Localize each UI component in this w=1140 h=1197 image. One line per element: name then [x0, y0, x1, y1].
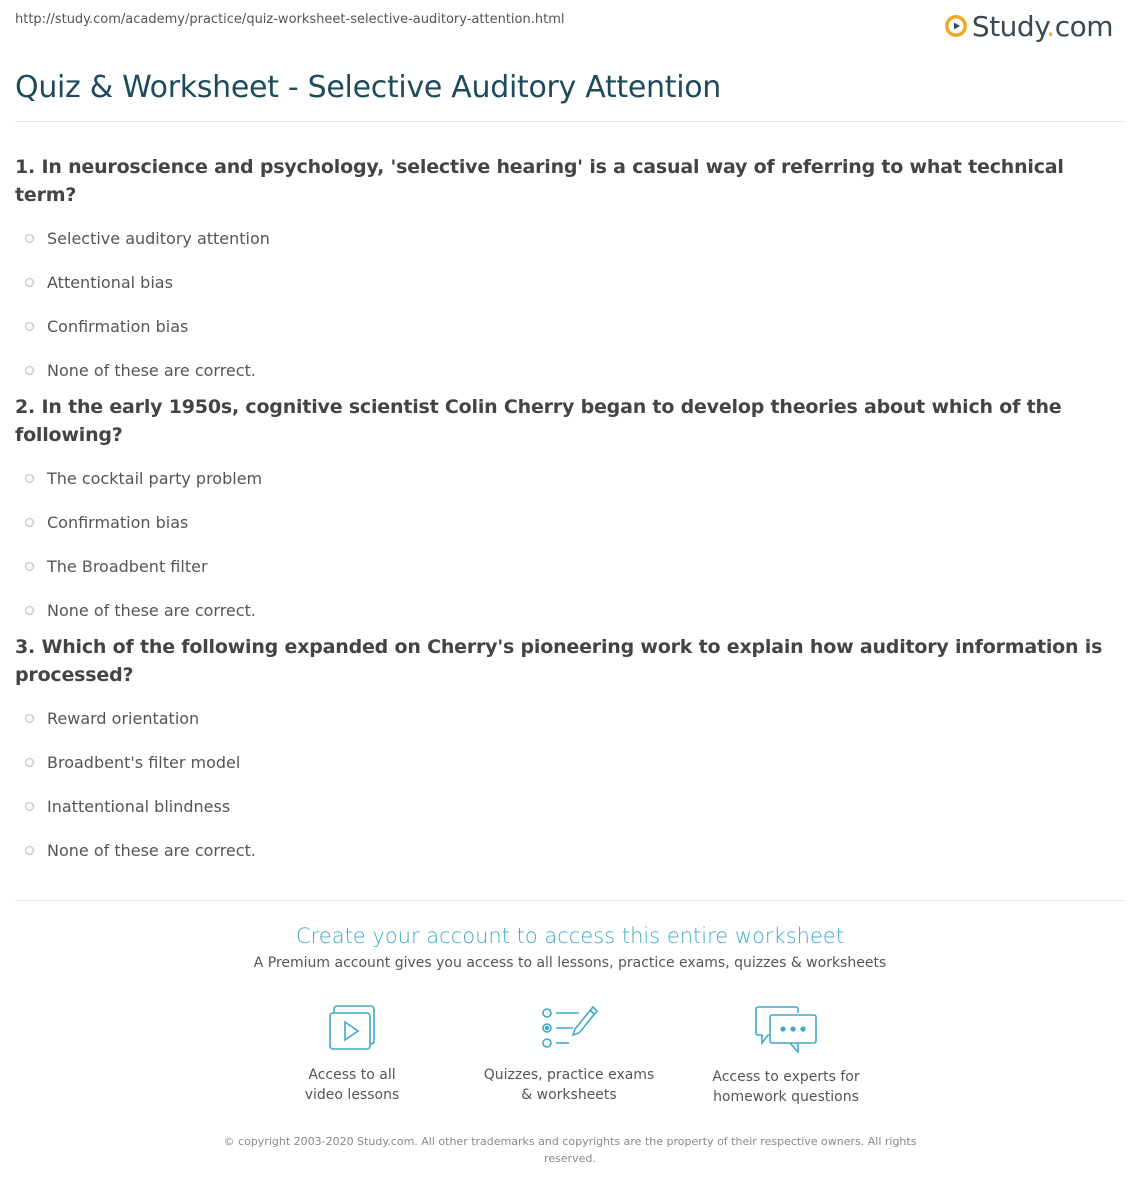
radio-button[interactable] [25, 846, 34, 855]
question-2 [15, 393, 1115, 620]
answer-label: Selective auditory attention [47, 229, 270, 248]
answer-label: The cocktail party problem [47, 469, 263, 488]
video-lessons-icon [324, 1003, 380, 1053]
question-3 [15, 633, 1115, 860]
answer-label: Confirmation bias [47, 513, 189, 532]
feature-experts [686, 1003, 886, 1107]
answer-label: Reward orientation [47, 709, 200, 728]
quiz-checklist-icon [539, 1003, 599, 1053]
top-bar [15, 0, 1125, 56]
answer-label: Attentional bias [47, 273, 173, 292]
radio-button[interactable] [25, 518, 34, 527]
feature-label-line: Access to experts for [712, 1069, 860, 1085]
answer-label: Confirmation bias [47, 317, 189, 336]
feature-label [252, 1065, 452, 1105]
answer-label: Inattentional blindness [47, 797, 231, 816]
cta-subheading: A Premium account gives you access to all lessons, practice exams, quizzes & worksheets [253, 955, 887, 971]
play-circle-icon [944, 14, 968, 38]
question-text: 1. In neuroscience and psychology, 'selective hearing' is a casual way of referring to what technical term? [15, 156, 1064, 206]
copyright-notice: © copyright 2003-2020 Study.com. All other trademarks and copyrights are the property of their respective owners. All rights reserved. [223, 1135, 917, 1165]
chat-experts-icon [754, 1003, 818, 1055]
radio-button[interactable] [25, 322, 34, 331]
answer-label: None of these are correct. [47, 841, 256, 860]
page-url[interactable]: http://study.com/academy/practice/quiz-worksheet-selective-auditory-attention.html [15, 12, 565, 27]
radio-button[interactable] [25, 758, 34, 767]
radio-button[interactable] [25, 474, 34, 483]
page-title: Quiz & Worksheet - Selective Auditory Attention [15, 70, 722, 105]
question-text: 3. Which of the following expanded on Cherry's pioneering work to explain how auditory information is processed? [15, 636, 1103, 686]
feature-label-line: video lessons [304, 1087, 400, 1103]
logo-wordmark [972, 10, 1113, 43]
study-com-logo[interactable] [944, 6, 1113, 46]
answer-label: Broadbent's filter model [47, 753, 241, 772]
answer-label: None of these are correct. [47, 601, 256, 620]
radio-button[interactable] [25, 234, 34, 243]
feature-label-line: Access to all [308, 1067, 396, 1083]
feature-label [469, 1065, 669, 1105]
logo-text-dot: . [1046, 9, 1055, 43]
radio-button[interactable] [25, 714, 34, 723]
cta-heading-link[interactable]: Create your account to access this entire worksheet [295, 924, 845, 948]
question-text: 2. In the early 1950s, cognitive scientist Colin Cherry began to develop theories about which of the following? [15, 396, 1062, 446]
feature-label-line: homework questions [713, 1089, 859, 1105]
logo-text-main: Study [971, 9, 1047, 43]
premium-cta [0, 922, 1140, 972]
answer-label: The Broadbent filter [47, 557, 208, 576]
title-divider [15, 121, 1125, 122]
answer-label: None of these are correct. [47, 361, 256, 380]
question-1 [15, 153, 1115, 380]
logo-text-tld: com [1054, 9, 1113, 43]
feature-quizzes [469, 1003, 669, 1105]
radio-button[interactable] [25, 278, 34, 287]
feature-label-line: & worksheets [521, 1087, 617, 1103]
feature-video-lessons [252, 1003, 452, 1105]
radio-button[interactable] [25, 562, 34, 571]
radio-button[interactable] [25, 802, 34, 811]
radio-button[interactable] [25, 606, 34, 615]
radio-button[interactable] [25, 366, 34, 375]
cta-divider [15, 900, 1125, 901]
feature-label-line: Quizzes, practice exams [483, 1067, 655, 1083]
feature-label [686, 1067, 886, 1107]
